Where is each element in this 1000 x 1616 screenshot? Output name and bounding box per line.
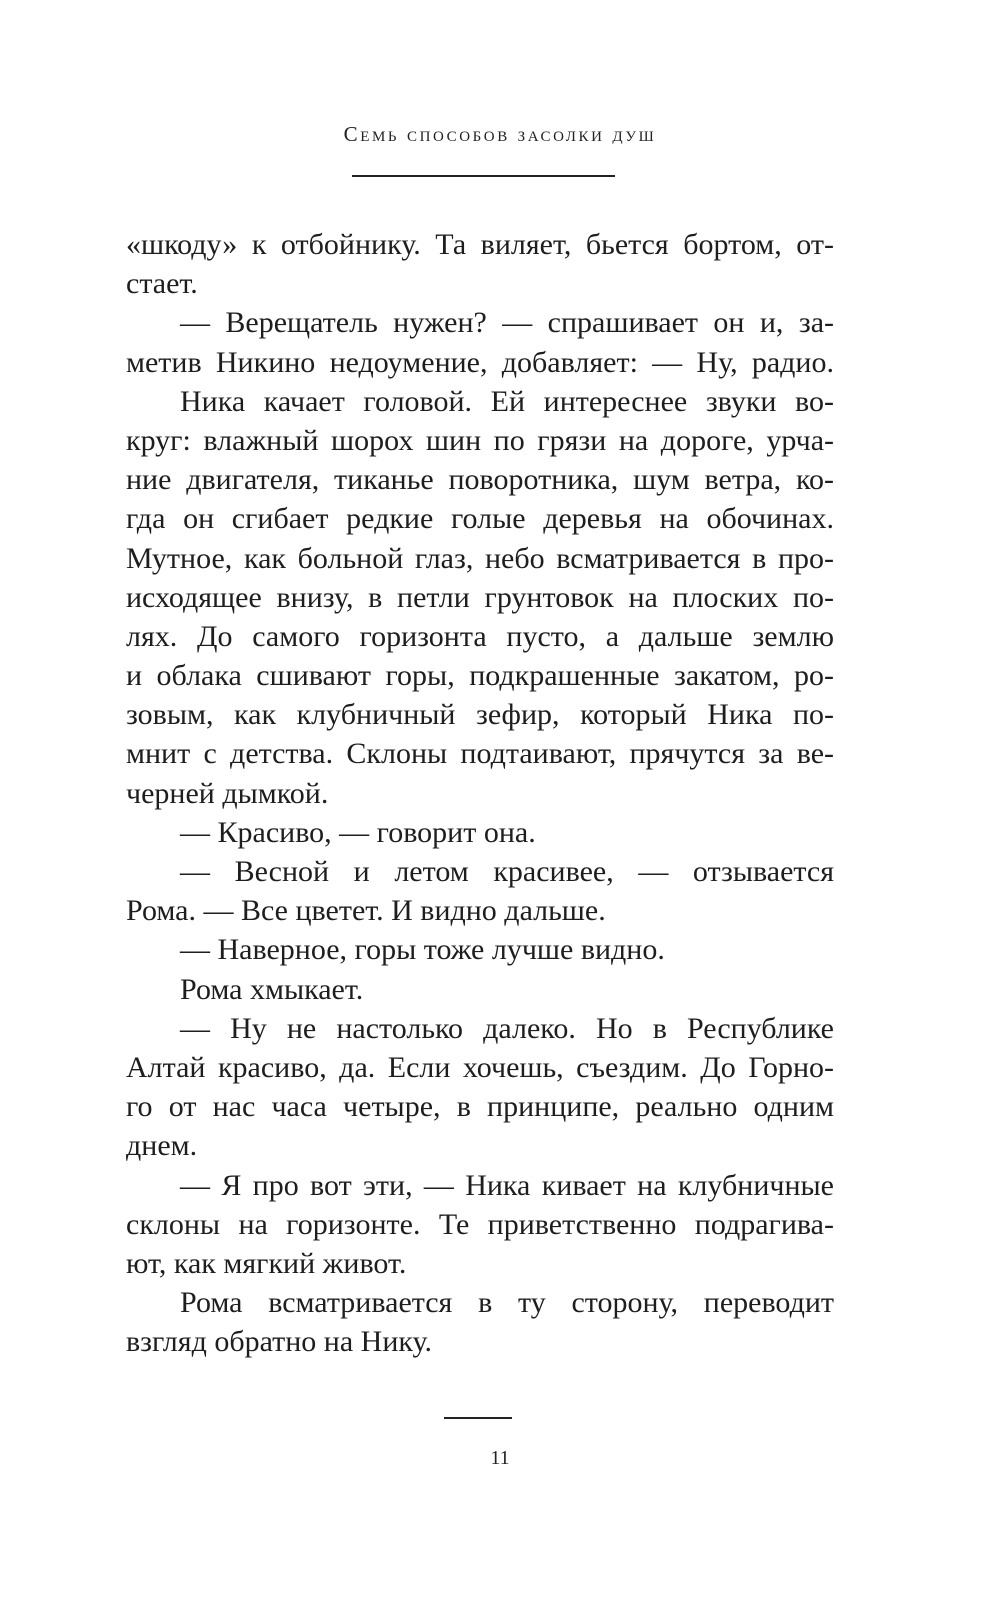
text-line: исходящее внизу, в петли грунтовок на плоских по- xyxy=(126,580,834,614)
text-line: — Ну не настолько далеко. Но в Республике xyxy=(180,1011,834,1045)
text-line: — Весной и летом красивее, — отзывается xyxy=(180,855,834,888)
header-rule xyxy=(352,175,615,177)
body-text xyxy=(126,225,834,1361)
text-line: гда он сгибает редкие голые деревья на обочинах. xyxy=(126,502,834,536)
text-line: зовым, как клубничный зефир, который Ника по- xyxy=(126,698,834,732)
text-line: взгляд обратно на Нику. xyxy=(126,1325,433,1359)
text-line: лях. До самого горизонта пусто, а дальше землю xyxy=(126,619,834,653)
text-line: — Наверное, горы тоже лучше видно. xyxy=(180,933,665,967)
text-line: — Верещатель нужен? — спрашивает он и, за- xyxy=(180,306,834,340)
text-line: ют, как мягкий живот. xyxy=(126,1246,407,1280)
text-line: ние двигателя, тиканье поворотника, шум ветра, ко- xyxy=(126,463,834,497)
text-line: круг: влажный шорох шин по грязи на дороге, урча- xyxy=(126,423,834,457)
text-line: черней дымкой. xyxy=(126,776,329,810)
text-line: Мутное, как больной глаз, небо всматривается в про- xyxy=(126,541,834,575)
text-line: Рома. — Все цветет. И видно дальше. xyxy=(126,894,606,928)
text-line: метив Никино недоумение, добавляет: — Ну, радио. xyxy=(126,345,834,379)
text-line: Рома хмыкает. xyxy=(180,972,364,1006)
text-line: стает. xyxy=(126,267,198,301)
text-line: днем. xyxy=(126,1129,198,1163)
footer-rule xyxy=(444,1417,512,1419)
text-line: мнит с детства. Склоны подтаивают, прячутся за ве- xyxy=(126,737,834,771)
text-line: «шкоду» к отбойнику. Та виляет, бьется бортом, от- xyxy=(126,228,834,261)
running-head: Семь способов засолки душ xyxy=(343,122,657,146)
text-line: Ника качает головой. Ей интереснее звуки во- xyxy=(180,384,834,418)
text-line: — Я про вот эти, — Ника кивает на клубничные xyxy=(180,1168,834,1202)
text-line: склоны на горизонте. Те приветственно подрагива- xyxy=(126,1207,834,1241)
text-line: го от нас часа четыре, в принципе, реально одним xyxy=(126,1090,834,1124)
text-line: Алтай красиво, да. Если хочешь, съездим. До Горно- xyxy=(126,1050,834,1084)
text-line: и облака сшивают горы, подкрашенные закатом, ро- xyxy=(126,659,834,693)
text-line: — Красиво, — говорит она. xyxy=(180,815,536,849)
page-number: 11 xyxy=(490,1447,510,1469)
text-line: Рома всматривается в ту сторону, переводит xyxy=(180,1286,834,1320)
